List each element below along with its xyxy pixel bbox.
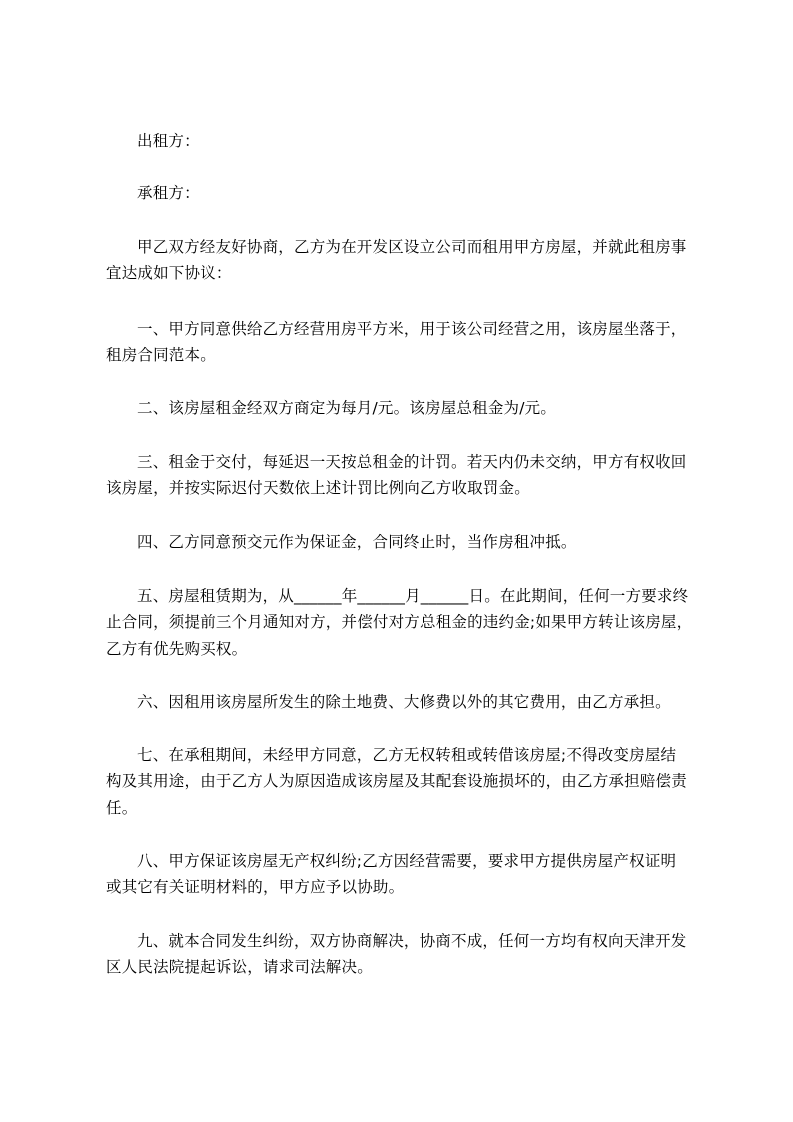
intro-line: 甲乙双方经友好协商，乙方为在开发区设立公司而租用甲方房屋，并就此租房事 <box>137 238 687 256</box>
clause-line: 三、租金于交付，每延迟一天按总租金的计罚。若天内仍未交纳，甲方有权收回 <box>137 453 687 471</box>
clause-line: 乙方有优先购买权。 <box>106 640 248 658</box>
clause-line: 二、该房屋租金经双方商定为每月/元。该房屋总租金为/元。 <box>137 399 557 417</box>
landlord-label: 出租方： <box>137 132 200 150</box>
tenant-label: 承租方： <box>137 184 200 202</box>
clause-line: 止合同，须提前三个月通知对方，并偿付对方总租金的违约金;如果甲方转让该房屋， <box>106 613 693 631</box>
clause-line: 五、房屋租赁期为，从______年______月______日。在此期间，任何一方要求终 <box>137 587 689 605</box>
clause-line: 九、就本合同发生纠纷，双方协商解决，协商不成，任何一方均有权向天津开发 <box>137 932 687 950</box>
clause-line: 一、甲方同意供给乙方经营用房平方米，用于该公司经营之用，该房屋坐落于， <box>137 320 687 338</box>
clause-line: 该房屋，并按实际迟付天数依上述计罚比例向乙方收取罚金。 <box>106 479 530 497</box>
clause-line: 租房合同范本。 <box>106 346 216 364</box>
clause-line: 区人民法院提起诉讼，请求司法解决。 <box>106 958 373 976</box>
clause-line: 任。 <box>106 799 138 817</box>
clause-line: 四、乙方同意预交元作为保证金，合同终止时，当作房租冲抵。 <box>137 533 577 551</box>
clause-line: 八、甲方保证该房屋无产权纠纷;乙方因经营需要，要求甲方提供房屋产权证明 <box>137 852 677 870</box>
intro-line: 宜达成如下协议： <box>106 264 232 282</box>
clause-line: 七、在承租期间，未经甲方同意，乙方无权转租或转借该房屋;不得改变房屋结 <box>137 746 677 764</box>
clause-line: 或其它有关证明材料的，甲方应予以协助。 <box>106 878 405 896</box>
clause-line: 构及其用途，由于乙方人为原因造成该房屋及其配套设施损坏的，由乙方承担赔偿责 <box>106 772 687 790</box>
clause-line: 六、因租用该房屋所发生的除土地费、大修费以外的其它费用，由乙方承担。 <box>137 693 671 711</box>
